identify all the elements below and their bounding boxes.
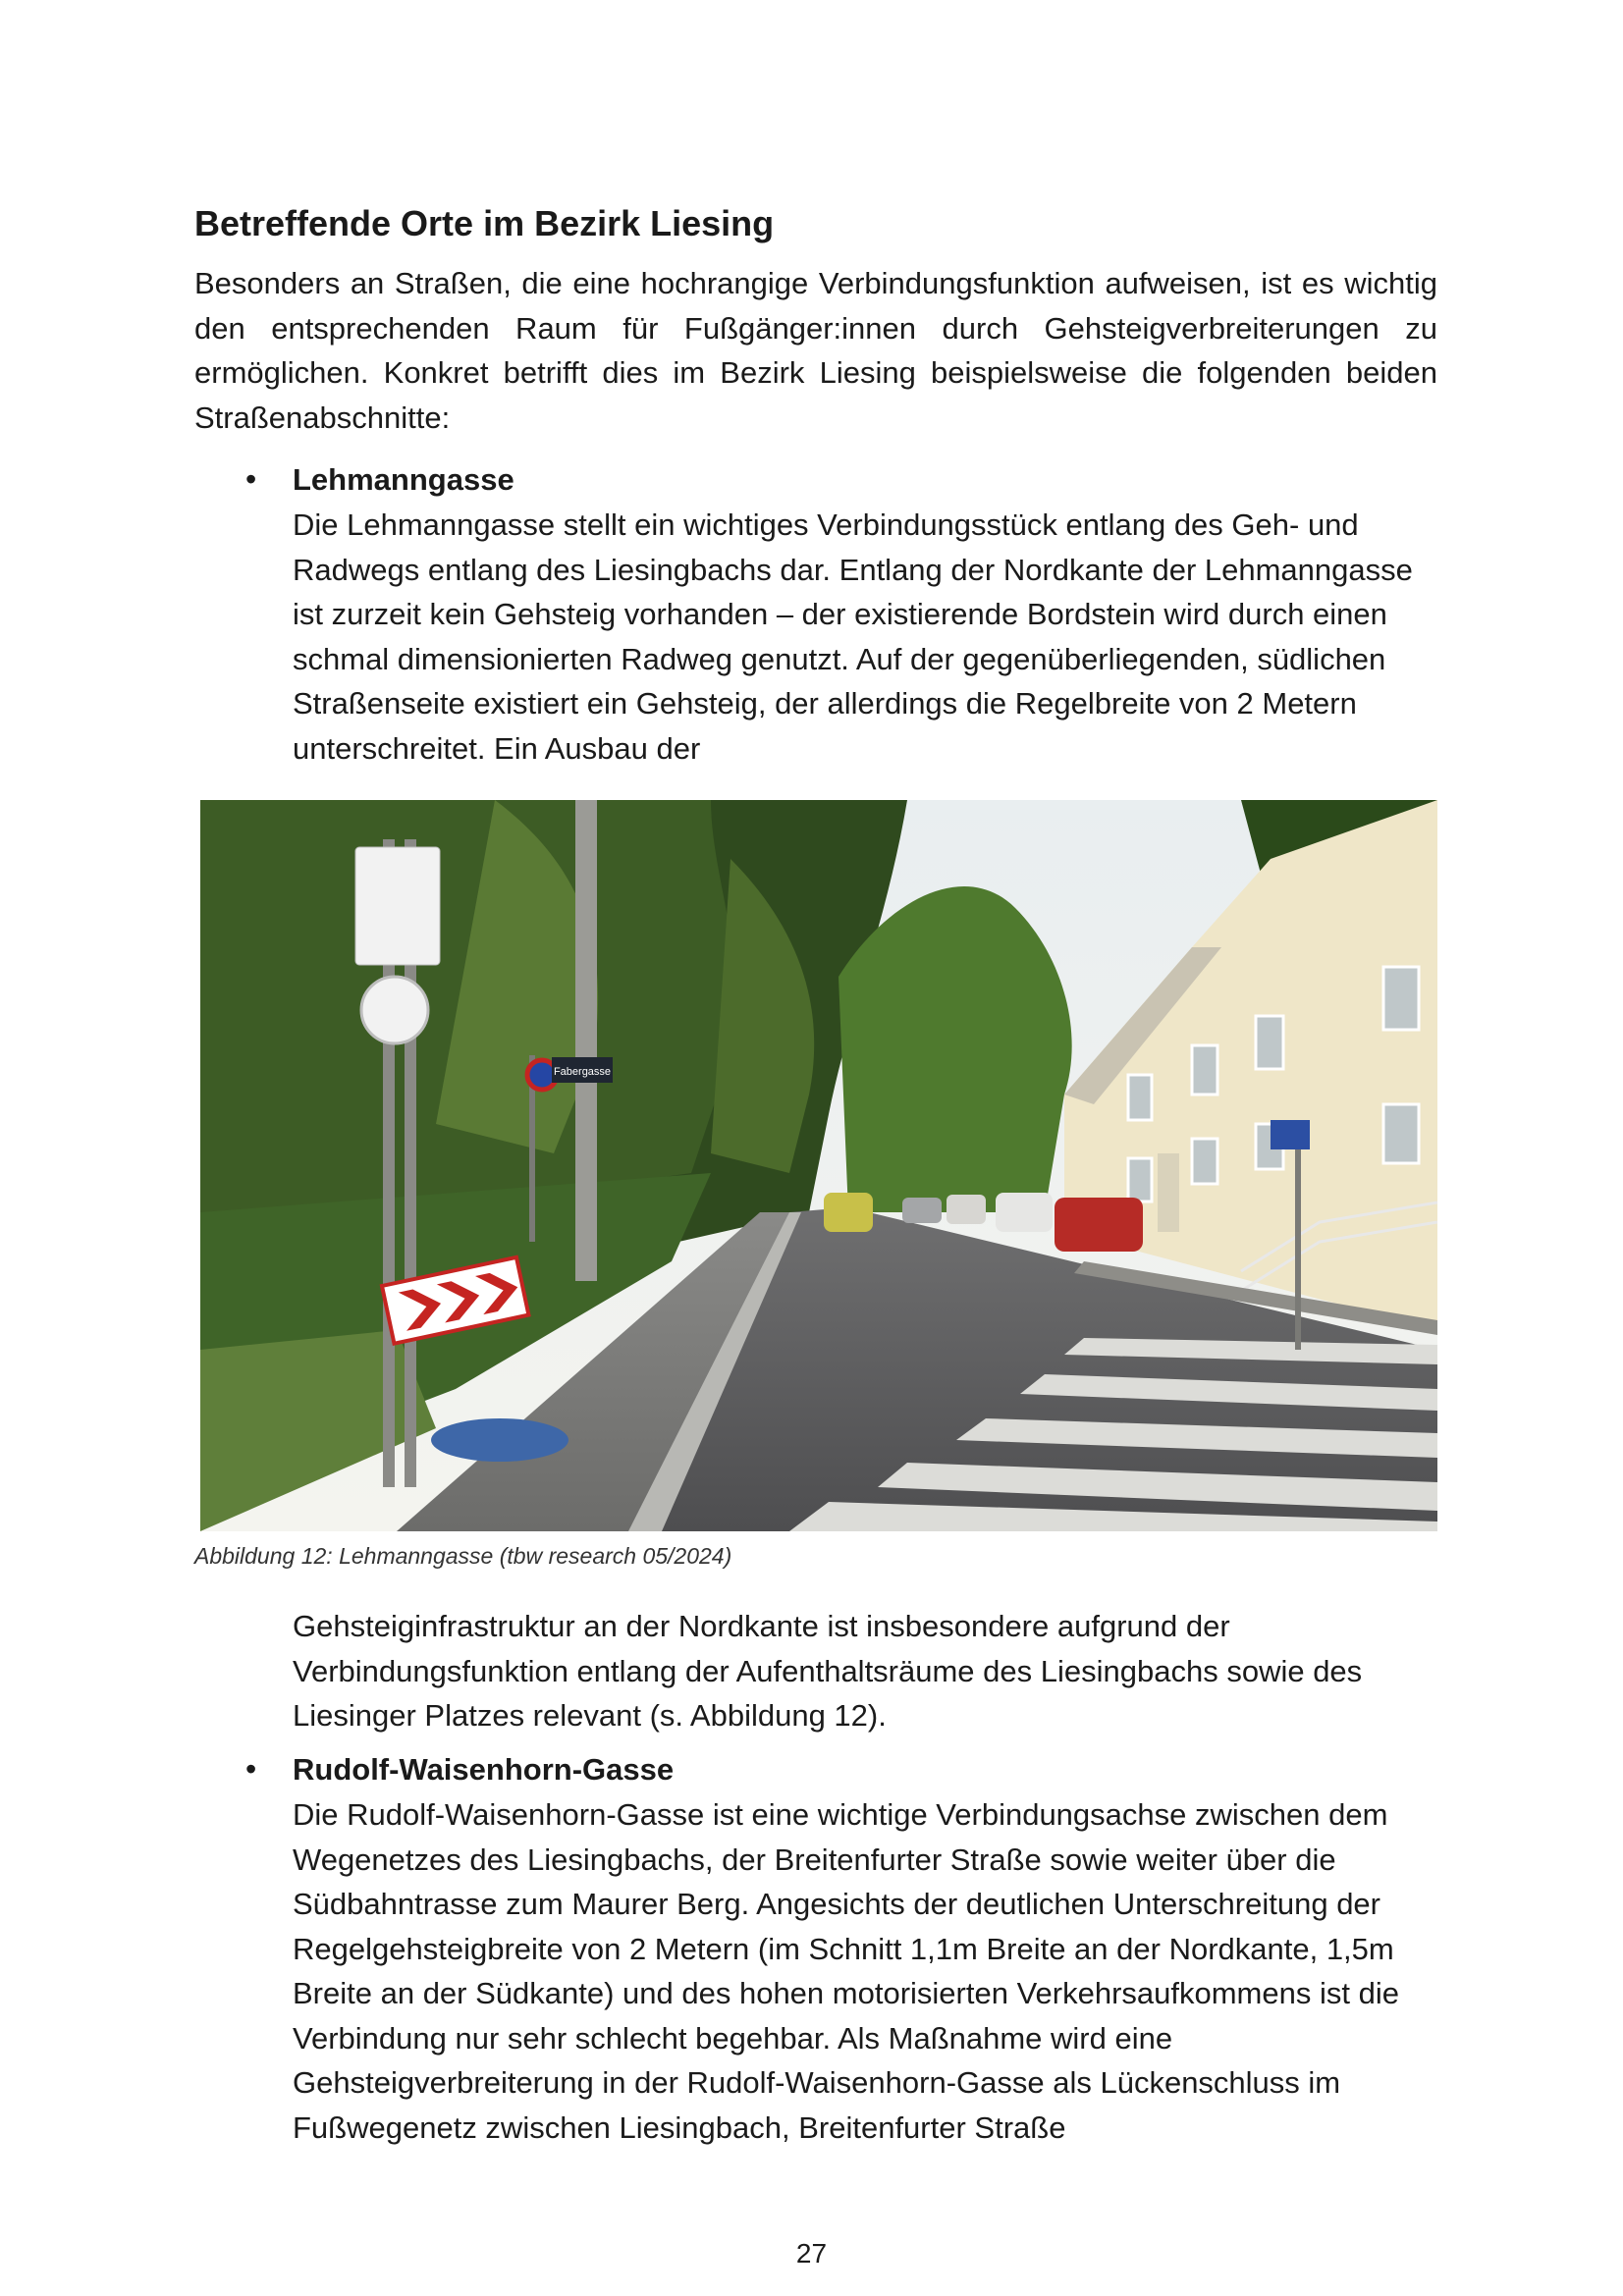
section-heading: Betreffende Orte im Bezirk Liesing <box>194 203 775 243</box>
list-item-title: Rudolf-Waisenhorn-Gasse <box>293 1752 675 1787</box>
list-item-body: Die Lehmanngasse stellt ein wichtiges Verbindungsstück entlang des Geh- und Radwegs entlang des Liesingbachs dar. Entlang der Nordkante der Lehmanngasse ist zurzeit kein Gehsteig vorhanden – der existierende Bordstein wird durch einen schmal dimensionierten Radweg genutzt. Auf der gegenüberliegenden, südlichen Straßenseite existiert ein Gehsteig, der allerdings die Regelbreite von 2 Metern unterschreitet. Ein Ausbau der <box>293 507 1413 766</box>
street-photo <box>200 800 1437 1531</box>
bullet-marker: • <box>245 1751 257 1787</box>
list-item-continuation: Gehsteiginfrastruktur an der Nordkante ist insbesondere aufgrund der Verbindungsfunktion entlang der Aufenthaltsräume des Liesingbachs sowie des Liesinger Platzes relevant (s. Abbildung 12). <box>293 1609 1363 1733</box>
bullet-marker: • <box>245 461 257 497</box>
street-sign-text: Fabergasse <box>553 1066 612 1078</box>
figure-caption: Abbildung 12: Lehmanngasse (tbw research 05/2024) <box>194 1543 732 1569</box>
list-item-title: Lehmanngasse <box>293 462 514 497</box>
page-number: 27 <box>795 2238 828 2269</box>
list-item-body: Die Rudolf-Waisenhorn-Gasse ist eine wichtige Verbindungsachse zwischen dem Wegenetzes des Liesingbachs, der Breitenfurter Straße sowie weiter über die Südbahntrasse zum Maurer Berg. Angesichts der deutlichen Unterschreitung der Regelgehsteigbreite von 2 Metern (im Schnitt 1,1m Breite an der Nordkante, 1,5m Breite an der Südkante) und des hohen motorisierten Verkehrsaufkommens ist die Verbindung nur sehr schlecht begehbar. Als Maßnahme wird eine Gehsteigverbreiterung in der Rudolf-Waisenhorn-Gasse als Lückenschluss im Fußwegenetz zwischen Liesingbach, Breitenfurter Straße <box>293 1797 1399 2145</box>
intro-paragraph: Besonders an Straßen, die eine hochrangige Verbindungsfunktion aufweisen, ist es wichtig den entsprechenden Raum für Fußgänger:innen durch Gehsteigverbreiterungen zu ermöglichen. Konkret betrifft dies im Bezirk Liesing beispielsweise die folgenden beiden Straßenabschnitte: <box>194 266 1437 435</box>
figure-photo-lehmanngasse <box>200 800 1437 1531</box>
